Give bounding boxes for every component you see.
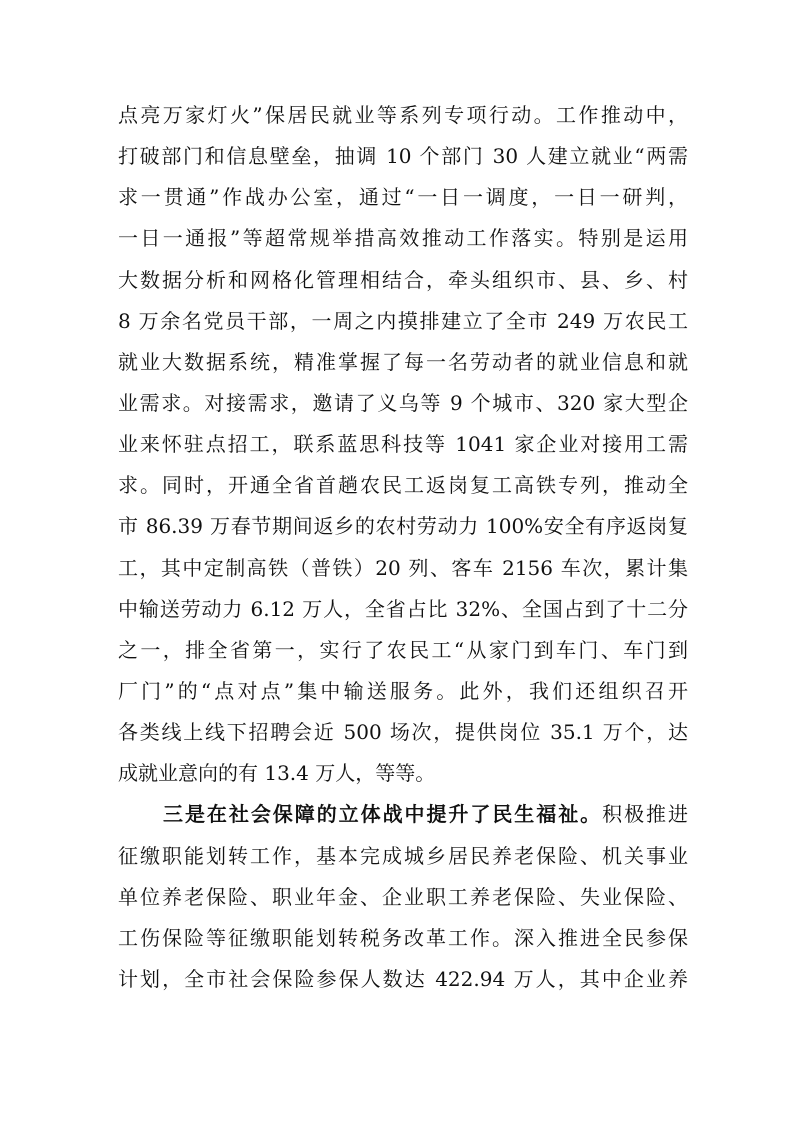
text-line: 求。同时，开通全省首趟农民工返岗复工高铁专列，推动全 xyxy=(118,473,688,498)
text-line: 求一贯通”作战办公室，通过“一日一调度，一日一研判， xyxy=(118,185,688,210)
text-line: 之一，排全省第一，实行了农民工“从家门到车门、车门到 xyxy=(118,637,688,662)
text-line: 征缴职能划转工作，基本完成城乡居民养老保险、机关事业 xyxy=(118,843,688,868)
text-line-first xyxy=(118,797,688,838)
text-line: 点亮万家灯火”保居民就业等系列专项行动。工作推动中， xyxy=(118,103,688,127)
text-line: 厂门”的“点对点”集中输送服务。此外，我们还组织召开 xyxy=(118,678,688,703)
text-line: 成就业意向的有 13.4 万人，等等。 xyxy=(118,761,436,786)
text-line: 各类线上线下招聘会近 500 场次，提供岗位 35.1 万个，达 xyxy=(118,720,688,745)
text-run: 积极推进 xyxy=(602,802,689,827)
paragraph-employment xyxy=(118,98,688,797)
text-line: 打破部门和信息壁垒，抽调 10 个部门 30 人建立就业“两需 xyxy=(118,144,688,169)
text-line: 市 86.39 万春节期间返乡的农村劳动力 100%安全有序返岗复 xyxy=(118,514,688,539)
text-line: 工，其中定制高铁（普铁）20 列、客车 2156 车次，累计集 xyxy=(118,555,688,580)
text-line: 业来怀驻点招工，联系蓝思科技等 1041 家企业对接用工需 xyxy=(118,432,688,457)
paragraph-heading: 三是在社会保障的立体战中提升了民生福祉。 xyxy=(163,802,603,827)
text-line: 8 万余名党员干部，一周之内摸排建立了全市 249 万农民工 xyxy=(118,308,688,333)
text-line: 大数据分析和网格化管理相结合，牵头组织市、县、乡、村 xyxy=(118,267,688,292)
body-text xyxy=(118,98,688,1003)
text-line: 单位养老保险、职业年金、企业职工养老保险、失业保险、 xyxy=(118,884,688,909)
text-line: 工伤保险等征缴职能划转税务改革工作。深入推进全民参保 xyxy=(118,925,688,950)
text-line: 中输送劳动力 6.12 万人，全省占比 32%、全国占到了十二分 xyxy=(118,596,688,621)
text-line: 一日一通报”等超常规举措高效推动工作落实。特别是运用 xyxy=(118,226,688,251)
text-line: 计划，全市社会保险参保人数达 422.94 万人，其中企业养 xyxy=(118,966,688,991)
text-line: 就业大数据系统，精准掌握了每一名劳动者的就业信息和就 xyxy=(118,349,688,374)
paragraph-social-security xyxy=(118,797,688,1003)
text-line: 业需求。对接需求，邀请了义乌等 9 个城市、320 家大型企 xyxy=(118,390,688,415)
